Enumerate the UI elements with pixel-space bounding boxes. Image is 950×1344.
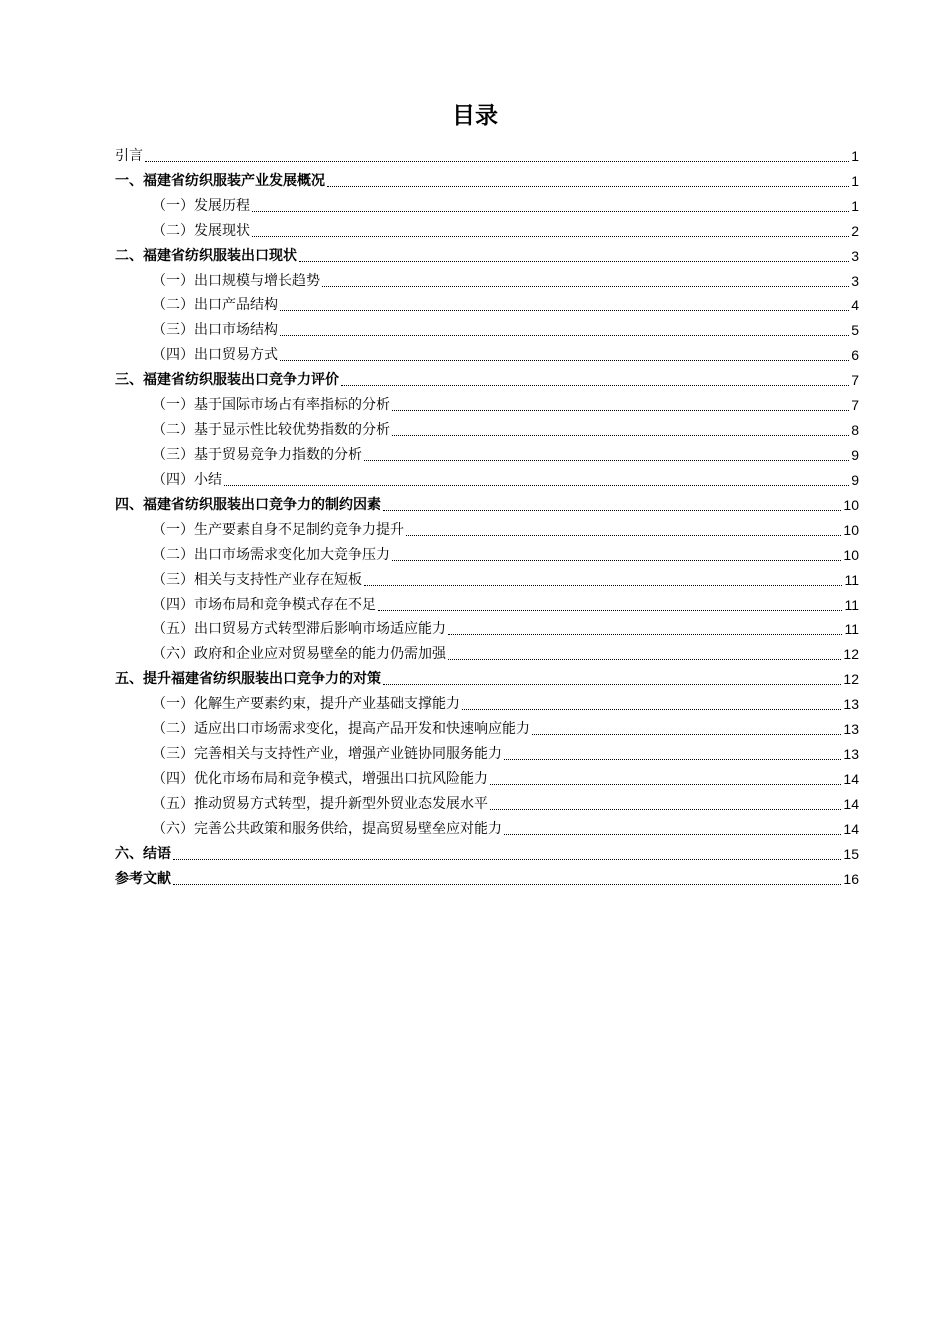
toc-entry-label: （三）出口市场结构: [152, 322, 278, 339]
toc-entry-label: （四）优化市场布局和竞争模式，增强出口抗风险能力: [152, 770, 488, 787]
toc-page-number: 14: [843, 795, 859, 812]
toc-section-entry[interactable]: [115, 664, 859, 689]
toc-page-number: 10: [843, 521, 859, 538]
toc-entry-label: （二）发展现状: [152, 222, 250, 239]
toc-page-number: 9: [851, 446, 859, 463]
toc-entry-label: （三）完善相关与支持性产业，增强产业链协同服务能力: [152, 746, 502, 763]
toc-subsection-entry[interactable]: [115, 191, 859, 216]
toc-dot-leader: [392, 560, 841, 561]
toc-page-number: 14: [843, 820, 859, 837]
toc-entry-label: （六）完善公共政策和服务供给，提高贸易壁垒应对能力: [152, 820, 502, 837]
toc-subsection-entry[interactable]: [115, 739, 859, 764]
toc-subsection-entry[interactable]: [115, 714, 859, 739]
toc-list: [115, 141, 859, 889]
toc-page-number: 11: [844, 571, 859, 588]
toc-dot-leader: [392, 435, 849, 436]
toc-entry-label: （五）推动贸易方式转型，提升新型外贸业态发展水平: [152, 795, 488, 812]
toc-dot-leader: [252, 236, 849, 237]
toc-entry-label: （二）适应出口市场需求变化，提高产品开发和快速响应能力: [152, 721, 530, 738]
toc-subsection-entry[interactable]: [115, 540, 859, 565]
toc-page-number: 9: [851, 471, 859, 488]
toc-page-number: 16: [843, 870, 859, 887]
toc-page-number: 1: [851, 147, 859, 164]
toc-subsection-entry[interactable]: [115, 266, 859, 291]
toc-entry-label: 五、提升福建省纺织服装出口竞争力的对策: [115, 671, 381, 688]
toc-section-entry[interactable]: [115, 241, 859, 266]
toc-subsection-entry[interactable]: [115, 440, 859, 465]
toc-subsection-entry[interactable]: [115, 291, 859, 316]
toc-dot-leader: [280, 310, 849, 311]
toc-section-entry[interactable]: [115, 365, 859, 390]
toc-entry-label: 二、福建省纺织服装出口现状: [115, 247, 297, 264]
toc-page-number: 5: [851, 322, 859, 339]
toc-dot-leader: [490, 784, 841, 785]
toc-entry-label: （二）出口市场需求变化加大竞争压力: [152, 546, 390, 563]
toc-dot-leader: [364, 460, 849, 461]
toc-dot-leader: [532, 734, 841, 735]
toc-entry-label: （四）出口贸易方式: [152, 347, 278, 364]
toc-dot-leader: [252, 211, 849, 212]
toc-page-number: 7: [851, 372, 859, 389]
toc-dot-leader: [364, 585, 842, 586]
toc-subsection-entry[interactable]: [115, 390, 859, 415]
toc-entry-label: （一）基于国际市场占有率指标的分析: [152, 397, 390, 414]
toc-dot-leader: [406, 535, 841, 536]
toc-dot-leader: [280, 360, 849, 361]
toc-subsection-entry[interactable]: [115, 315, 859, 340]
toc-subsection-entry[interactable]: [115, 814, 859, 839]
toc-subsection-entry[interactable]: [115, 639, 859, 664]
toc-subsection-entry[interactable]: [115, 515, 859, 540]
toc-entry-label: （四）小结: [152, 471, 222, 488]
toc-section-entry[interactable]: [115, 864, 859, 889]
toc-page-number: 11: [844, 596, 859, 613]
toc-subsection-entry[interactable]: [115, 565, 859, 590]
toc-subsection-entry[interactable]: [115, 590, 859, 615]
toc-entry-label: （一）生产要素自身不足制约竞争力提升: [152, 521, 404, 538]
toc-entry-label: （一）发展历程: [152, 197, 250, 214]
toc-dot-leader: [322, 286, 849, 287]
toc-page-number: 8: [851, 422, 859, 439]
toc-page-number: 6: [851, 347, 859, 364]
toc-page-number: 12: [843, 646, 859, 663]
toc-entry-label: 引言: [115, 147, 143, 164]
toc-page-number: 3: [851, 247, 859, 264]
toc-subsection-entry[interactable]: [115, 615, 859, 640]
toc-entry-label: （三）基于贸易竞争力指数的分析: [152, 446, 362, 463]
toc-entry-label: （二）出口产品结构: [152, 297, 278, 314]
toc-dot-leader: [224, 485, 849, 486]
toc-dot-leader: [341, 385, 849, 386]
toc-entry-label: （三）相关与支持性产业存在短板: [152, 571, 362, 588]
toc-dot-leader: [448, 659, 841, 660]
toc-dot-leader: [280, 335, 849, 336]
toc-entry-label: 三、福建省纺织服装出口竞争力评价: [115, 372, 339, 389]
toc-subsection-entry[interactable]: [115, 789, 859, 814]
toc-entry-label: 一、福建省纺织服装产业发展概况: [115, 172, 325, 189]
toc-entry-label: （二）基于显示性比较优势指数的分析: [152, 422, 390, 439]
toc-entry-label: （一）化解生产要素约束，提升产业基础支撑能力: [152, 696, 460, 713]
toc-dot-leader: [504, 834, 841, 835]
toc-entry-label: （六）政府和企业应对贸易壁垒的能力仍需加强: [152, 646, 446, 663]
toc-dot-leader: [173, 884, 841, 885]
toc-page-number: 3: [851, 272, 859, 289]
toc-section-entry[interactable]: [115, 166, 859, 191]
toc-page-number: 1: [851, 197, 859, 214]
toc-subsection-entry[interactable]: [115, 764, 859, 789]
toc-page-number: 13: [843, 746, 859, 763]
toc-page-number: 1: [851, 172, 859, 189]
toc-dot-leader: [173, 859, 841, 860]
toc-page-number: 10: [843, 546, 859, 563]
toc-entry-label: 六、结语: [115, 845, 171, 862]
toc-title: 目录: [452, 103, 498, 129]
toc-dot-leader: [462, 709, 841, 710]
toc-subsection-entry[interactable]: [115, 216, 859, 241]
toc-page-number: 2: [851, 222, 859, 239]
toc-dot-leader: [378, 610, 842, 611]
toc-entry-label: （五）出口贸易方式转型滞后影响市场适应能力: [152, 621, 446, 638]
toc-dot-leader: [504, 759, 841, 760]
toc-dot-leader: [299, 261, 849, 262]
toc-section-entry[interactable]: [115, 141, 859, 166]
toc-entry-label: （四）市场布局和竞争模式存在不足: [152, 596, 376, 613]
toc-dot-leader: [392, 410, 849, 411]
toc-page-number: 7: [851, 397, 859, 414]
toc-dot-leader: [145, 161, 849, 162]
toc-page-number: 15: [843, 845, 859, 862]
toc-subsection-entry[interactable]: [115, 689, 859, 714]
toc-page-number: 11: [844, 621, 859, 638]
toc-entry-label: 四、福建省纺织服装出口竞争力的制约因素: [115, 496, 381, 513]
toc-section-entry[interactable]: [115, 839, 859, 864]
toc-subsection-entry[interactable]: [115, 415, 859, 440]
toc-page-number: 4: [851, 297, 859, 314]
toc-page-number: 13: [843, 721, 859, 738]
toc-entry-label: （一）出口规模与增长趋势: [152, 272, 320, 289]
toc-page-number: 14: [843, 770, 859, 787]
toc-page-number: 13: [843, 696, 859, 713]
toc-page-number: 12: [843, 671, 859, 688]
toc-subsection-entry[interactable]: [115, 465, 859, 490]
toc-subsection-entry[interactable]: [115, 340, 859, 365]
toc-dot-leader: [490, 809, 841, 810]
toc-entry-label: 参考文献: [115, 870, 171, 887]
toc-page-number: 10: [843, 496, 859, 513]
toc-dot-leader: [383, 684, 841, 685]
toc-section-entry[interactable]: [115, 490, 859, 515]
toc-dot-leader: [383, 510, 841, 511]
toc-dot-leader: [327, 186, 849, 187]
toc-dot-leader: [448, 634, 842, 635]
